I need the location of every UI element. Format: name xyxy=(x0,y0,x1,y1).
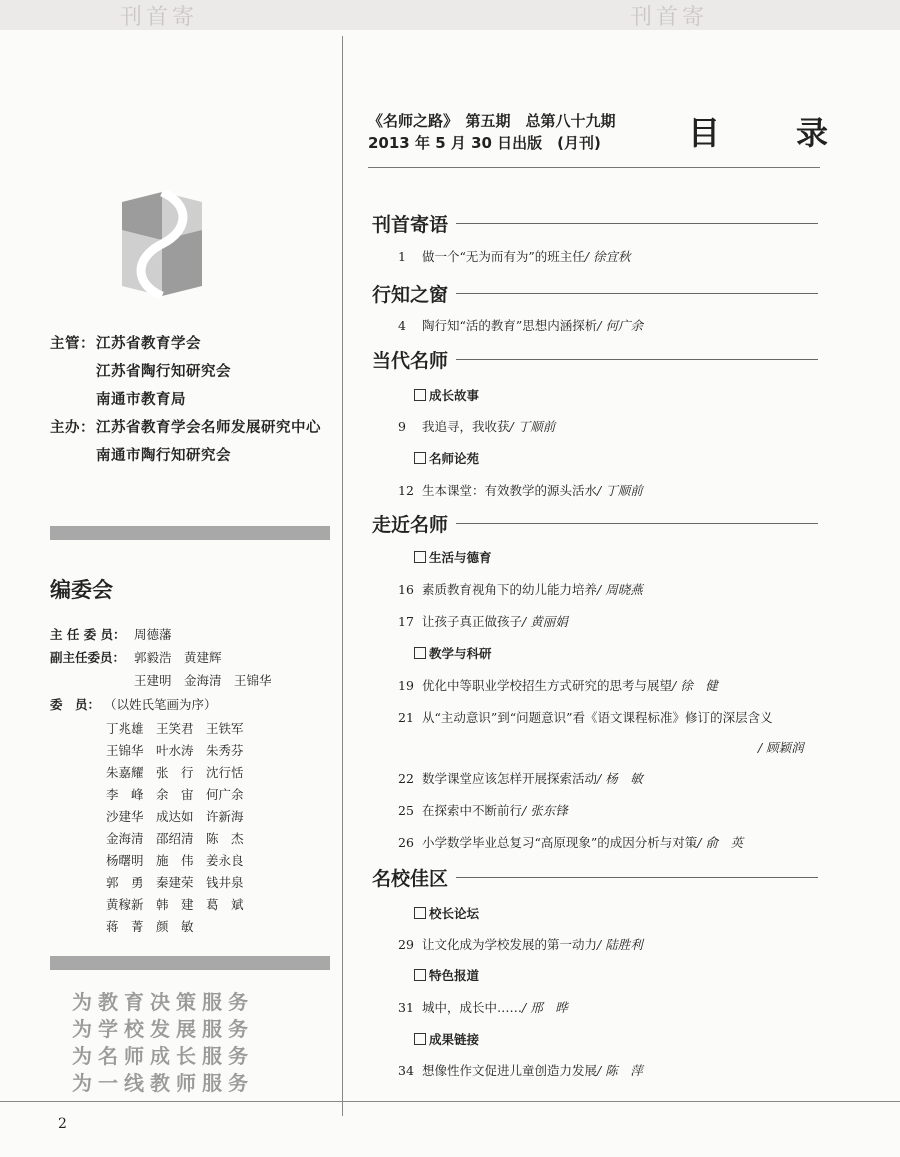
section-heading xyxy=(372,210,818,237)
entry-title: 做一个“无为而有为”的班主任 xyxy=(422,249,585,264)
organizer-line: 南通市陶行知研究会 xyxy=(96,448,231,464)
members-note: （以姓氏笔画为序） xyxy=(104,697,217,712)
page-number: 2 xyxy=(58,1116,67,1132)
issue-line: 《名师之路》 第五期 总第八十九期 xyxy=(368,112,616,130)
entry-title: 我追寻，我收获 xyxy=(422,419,510,434)
entry-title: 让孩子真正做孩子 xyxy=(422,614,523,629)
slogan: 为学校发展服务 xyxy=(72,1017,254,1041)
journal-logo-icon xyxy=(120,190,204,298)
entry-page: 19 xyxy=(398,678,414,693)
section-title: 刊首寄语 xyxy=(372,214,449,236)
checkbox-square-icon xyxy=(414,389,426,401)
entry-page: 9 xyxy=(398,419,406,434)
slogan: 为教育决策服务 xyxy=(72,990,254,1014)
organizer-line: 江苏省教育学会名师发展研究中心 xyxy=(96,420,321,436)
toc-entry[interactable] xyxy=(398,417,555,435)
section-heading xyxy=(372,864,818,891)
supervisor-label: 主管： xyxy=(50,336,95,352)
toc-entry[interactable] xyxy=(398,998,568,1016)
entry-author: / 陈 萍 xyxy=(597,1063,643,1078)
member-row: 王锦华 叶水涛 朱秀芬 xyxy=(106,743,244,758)
divider-bar xyxy=(50,956,330,970)
deputy-label: 副主任委员： xyxy=(50,650,126,665)
section-heading xyxy=(372,346,818,373)
entry-page: 26 xyxy=(398,835,414,850)
subsection-title: 成长故事 xyxy=(429,388,480,403)
column-divider xyxy=(342,36,343,1116)
top-band-text: 刊首寄 xyxy=(630,5,709,30)
entry-title: 从“主动意识”到“问题意识”看《语文课程标准》修订的深层含义 xyxy=(422,710,773,725)
slogan: 为名师成长服务 xyxy=(72,1044,254,1068)
entry-page: 16 xyxy=(398,582,414,597)
checkbox-square-icon xyxy=(414,907,426,919)
entry-author: / 丁顺前 xyxy=(509,419,556,434)
entry-author: / 俞 英 xyxy=(697,835,743,850)
subsection-title: 成果链接 xyxy=(429,1032,480,1047)
entry-page: 25 xyxy=(398,803,414,818)
contents-title: 目 录 xyxy=(688,114,851,152)
subsection-heading xyxy=(414,904,479,922)
header-rule xyxy=(368,167,820,168)
checkbox-square-icon xyxy=(414,647,426,659)
entry-title: 陶行知“活的教育”思想内涵探析 xyxy=(422,318,598,333)
entry-author: / 周晓燕 xyxy=(597,582,643,597)
entry-author: / 丁顺前 xyxy=(597,483,643,498)
subsection-heading xyxy=(414,449,479,467)
section-title: 走近名师 xyxy=(372,514,449,536)
section-rule xyxy=(456,523,818,524)
entry-title: 素质教育视角下的幼儿能力培养 xyxy=(422,582,598,597)
footer-rule xyxy=(0,1101,900,1102)
top-band-text: 刊首寄 xyxy=(120,5,199,30)
toc-entry[interactable] xyxy=(398,801,568,819)
divider-bar xyxy=(50,526,330,540)
toc-entry[interactable] xyxy=(398,580,643,598)
entry-title: 在探索中不断前行 xyxy=(422,803,523,818)
section-title: 当代名师 xyxy=(372,350,449,372)
subsection-title: 校长论坛 xyxy=(429,906,480,921)
subsection-heading xyxy=(414,548,492,566)
subsection-heading xyxy=(414,966,479,984)
toc-entry[interactable] xyxy=(398,833,743,851)
entry-author: / 黄丽娟 xyxy=(522,614,568,629)
subsection-heading xyxy=(414,644,492,662)
entry-page: 1 xyxy=(398,249,406,264)
director-label: 主 任 委 员： xyxy=(50,627,126,642)
subsection-heading xyxy=(414,1030,479,1048)
subsection-heading xyxy=(414,386,479,404)
toc-entry[interactable] xyxy=(398,481,643,499)
entry-page: 31 xyxy=(398,1000,414,1015)
toc-entry[interactable] xyxy=(398,612,568,630)
entry-page: 4 xyxy=(398,318,406,333)
slogan: 为一线教师服务 xyxy=(72,1071,254,1095)
section-rule xyxy=(456,359,818,360)
entry-author: / 陆胜利 xyxy=(597,937,643,952)
entry-page: 22 xyxy=(398,771,414,786)
section-rule xyxy=(456,223,818,224)
subsection-title: 特色报道 xyxy=(429,968,480,983)
entry-title: 让文化成为学校发展的第一动力 xyxy=(422,937,598,952)
entry-page: 21 xyxy=(398,710,414,725)
entry-page: 34 xyxy=(398,1063,414,1078)
entry-page: 29 xyxy=(398,937,414,952)
entry-title: 城中，成长中…… xyxy=(422,1000,523,1015)
section-heading xyxy=(372,510,818,537)
member-row: 金海清 邵绍清 陈 杰 xyxy=(106,831,244,846)
organizer-label: 主办： xyxy=(50,420,95,436)
toc-entry[interactable] xyxy=(398,708,773,726)
section-title: 行知之窗 xyxy=(372,284,449,306)
entry-title: 生本课堂：有效教学的源头活水 xyxy=(422,483,598,498)
checkbox-square-icon xyxy=(414,1033,426,1045)
member-row: 杨曙明 施 伟 姜永良 xyxy=(106,853,244,868)
supervisor-line: 南通市教育局 xyxy=(96,392,186,408)
subsection-title: 教学与科研 xyxy=(429,646,492,661)
entry-author: / 顾颖润 xyxy=(758,740,804,755)
section-rule xyxy=(456,293,818,294)
entry-author: / 张东锋 xyxy=(522,803,568,818)
supervisor-line: 江苏省教育学会 xyxy=(96,336,201,352)
member-row: 朱嘉耀 张 行 沈行恬 xyxy=(106,765,244,780)
section-title: 名校佳区 xyxy=(372,868,449,890)
director-name: 周德藩 xyxy=(134,627,172,642)
entry-page: 12 xyxy=(398,483,414,498)
toc-entry[interactable] xyxy=(398,316,643,334)
checkbox-square-icon xyxy=(414,452,426,464)
subsection-title: 生活与德育 xyxy=(429,550,492,565)
member-row: 郭 勇 秦建荣 钱井泉 xyxy=(106,875,244,890)
member-row: 蒋 菁 颜 敏 xyxy=(106,919,194,934)
entry-author: / 徐宜秋 xyxy=(584,249,631,264)
deputy-names: 郭毅浩 黄建辉 xyxy=(134,650,222,665)
entry-author: / 杨 敏 xyxy=(597,771,643,786)
checkbox-square-icon xyxy=(414,969,426,981)
supervisor-line: 江苏省陶行知研究会 xyxy=(96,364,231,380)
member-row: 丁兆雄 王笑君 王铁军 xyxy=(106,721,244,736)
section-rule xyxy=(456,877,818,878)
entry-page: 17 xyxy=(398,614,414,629)
toc-entry[interactable] xyxy=(398,676,718,694)
deputy-names: 王建明 金海清 王锦华 xyxy=(134,673,272,688)
editorial-board-title: 编委会 xyxy=(50,578,113,602)
date-line: 2013 年 5 月 30 日出版 (月刊) xyxy=(368,134,601,152)
member-row: 李 峰 余 宙 何广余 xyxy=(106,787,244,802)
member-row: 黄稼新 韩 建 葛 斌 xyxy=(106,897,244,912)
entry-author: / 何广余 xyxy=(597,318,643,333)
entry-title: 优化中等职业学校招生方式研究的思考与展望 xyxy=(422,678,673,693)
top-band xyxy=(0,0,900,30)
entry-author: / 邢 晔 xyxy=(522,1000,568,1015)
entry-author: / 徐 健 xyxy=(672,678,718,693)
member-row: 沙建华 成达如 许新海 xyxy=(106,809,244,824)
toc-entry[interactable] xyxy=(398,769,643,787)
subsection-title: 名师论苑 xyxy=(429,451,480,466)
toc-entry[interactable] xyxy=(398,1061,643,1079)
entry-title: 数学课堂应该怎样开展探索活动 xyxy=(422,771,598,786)
section-heading xyxy=(372,280,818,307)
entry-title: 小学数学毕业总复习“高原现象”的成因分析与对策 xyxy=(422,835,698,850)
toc-entry[interactable] xyxy=(398,247,630,265)
entry-title: 想像性作文促进儿童创造力发展 xyxy=(422,1063,598,1078)
members-label: 委 员： xyxy=(50,697,101,712)
checkbox-square-icon xyxy=(414,551,426,563)
toc-entry[interactable] xyxy=(398,935,643,953)
